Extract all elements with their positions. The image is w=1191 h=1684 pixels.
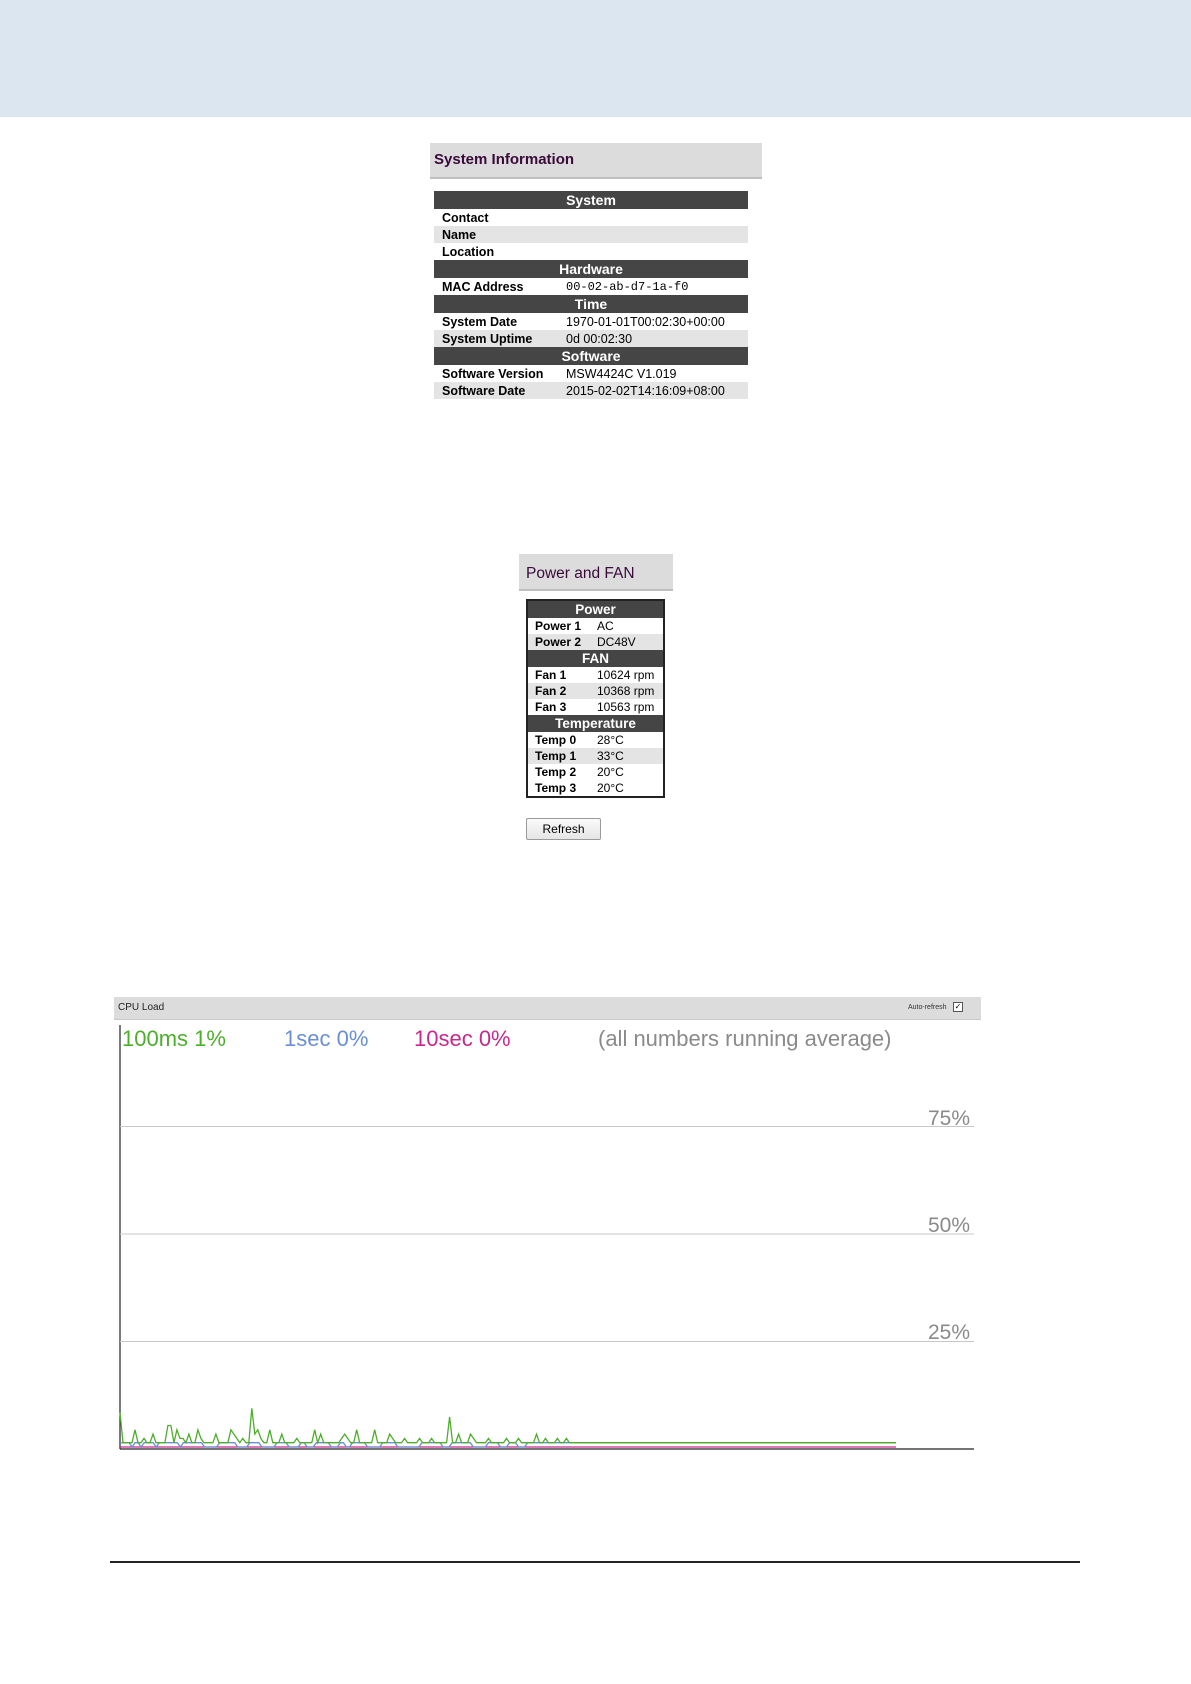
software-version-value: MSW4424C V1.019 — [558, 365, 748, 382]
cpu-load-chart — [114, 1019, 981, 1470]
gridline-label-75: 75% — [928, 1107, 971, 1130]
legend-10sec: 10sec 0% — [414, 1026, 511, 1051]
section-software-header: Software — [434, 347, 748, 365]
section-temperature-header: Temperature — [527, 715, 664, 732]
row-key: Location — [434, 243, 558, 260]
cpu-load-header — [114, 997, 981, 1020]
power-2-value: DC48V — [590, 634, 664, 650]
row-key: System Uptime — [434, 330, 558, 347]
contact-value — [558, 209, 748, 226]
page-header-band — [0, 0, 1191, 117]
power-and-fan-panel — [519, 554, 673, 836]
table-row — [527, 732, 664, 748]
location-value — [558, 243, 748, 260]
system-uptime-value: 0d 00:02:30 — [558, 330, 748, 347]
legend-note: (all numbers running average) — [598, 1026, 892, 1051]
row-key: Contact — [434, 209, 558, 226]
row-key: Fan 2 — [527, 683, 590, 699]
table-row — [527, 683, 664, 699]
footer-divider — [110, 1561, 1080, 1563]
fan-1-value: 10624 rpm — [590, 667, 664, 683]
table-row — [434, 382, 748, 399]
table-row — [434, 313, 748, 330]
table-row — [434, 243, 748, 260]
table-row — [527, 699, 664, 715]
section-hardware-header: Hardware — [434, 260, 748, 278]
gridline-label-25: 25% — [928, 1321, 971, 1344]
table-row — [527, 618, 664, 634]
table-row — [434, 278, 748, 295]
auto-refresh-label: Auto-refresh — [908, 1004, 947, 1011]
row-key: Power 2 — [527, 634, 590, 650]
power-and-fan-table — [526, 599, 665, 798]
row-key: Software Date — [434, 382, 558, 399]
temp-0-value: 28°C — [590, 732, 664, 748]
fan-3-value: 10563 rpm — [590, 699, 664, 715]
system-information-panel — [430, 143, 762, 399]
row-key: MAC Address — [434, 278, 558, 295]
temp-3-value: 20°C — [590, 780, 664, 797]
temp-2-value: 20°C — [590, 764, 664, 780]
cpu-load-title: CPU Load — [118, 1002, 165, 1013]
table-row — [527, 634, 664, 650]
table-row — [434, 365, 748, 382]
system-information-title: System Information — [430, 143, 762, 179]
temp-1-value: 33°C — [590, 748, 664, 764]
table-row — [527, 764, 664, 780]
table-row — [527, 748, 664, 764]
row-key: Fan 1 — [527, 667, 590, 683]
table-row — [527, 780, 664, 797]
name-value — [558, 226, 748, 243]
cpu-load-panel — [114, 997, 981, 1470]
row-key: Temp 2 — [527, 764, 590, 780]
row-key: System Date — [434, 313, 558, 330]
table-row — [434, 209, 748, 226]
fan-2-value: 10368 rpm — [590, 683, 664, 699]
series-line-100ms — [120, 1408, 896, 1442]
power-and-fan-title: Power and FAN — [519, 554, 673, 591]
section-time-header: Time — [434, 295, 748, 313]
row-key: Software Version — [434, 365, 558, 382]
mac-address-value: 00-02-ab-d7-1a-f0 — [558, 278, 748, 295]
section-power-header: Power — [527, 600, 664, 618]
auto-refresh-checkbox[interactable]: ✓ — [954, 1002, 962, 1011]
section-fan-header: FAN — [527, 650, 664, 667]
legend-100ms: 100ms 1% — [122, 1026, 226, 1051]
row-key: Name — [434, 226, 558, 243]
section-system-header: System — [434, 191, 748, 209]
system-date-value: 1970-01-01T00:02:30+00:00 — [558, 313, 748, 330]
row-key: Power 1 — [527, 618, 590, 634]
system-information-table — [434, 191, 748, 399]
row-key: Temp 0 — [527, 732, 590, 748]
gridline-label-50: 50% — [928, 1214, 971, 1237]
row-key: Temp 1 — [527, 748, 590, 764]
software-date-value: 2015-02-02T14:16:09+08:00 — [558, 382, 748, 399]
power-1-value: AC — [590, 618, 664, 634]
legend-1sec: 1sec 0% — [284, 1026, 369, 1051]
table-row — [527, 667, 664, 683]
row-key: Temp 3 — [527, 780, 590, 797]
refresh-button[interactable]: Refresh — [526, 818, 601, 840]
row-key: Fan 3 — [527, 699, 590, 715]
table-row — [434, 226, 748, 243]
table-row — [434, 330, 748, 347]
